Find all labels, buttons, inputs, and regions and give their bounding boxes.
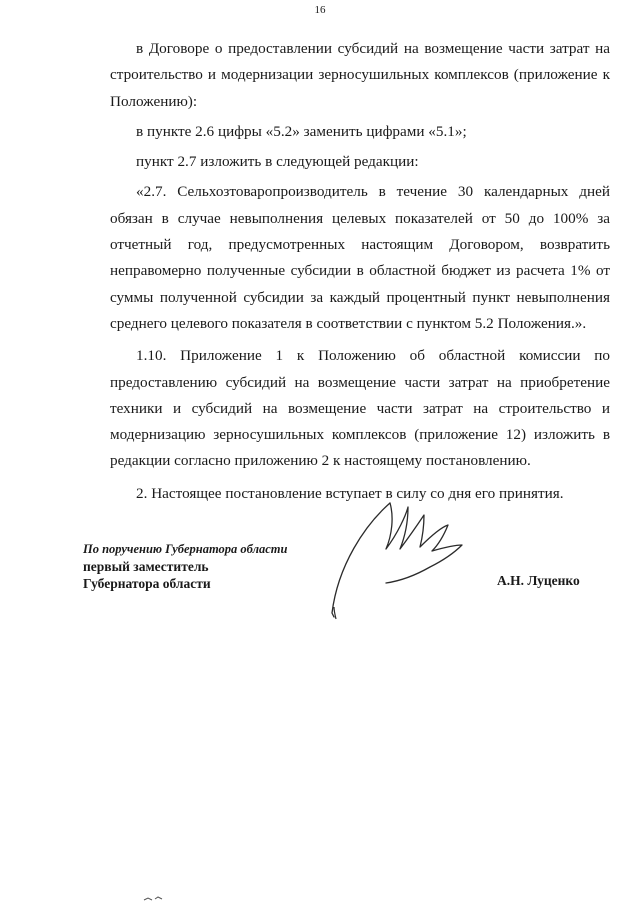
paragraph-contract-intro: в Договоре о предоставлении субсидий на возмещение части затрат на строительство и модернизации зерносушильных комплексов (приложение к Положению):: [110, 40, 610, 110]
signatory-title: [83, 541, 287, 592]
paragraph-clause-2-6: в пункте 2.6 цифры «5.2» заменить цифрами «5.1»;: [136, 122, 467, 140]
page-number: 16: [314, 4, 326, 16]
document-body: [110, 36, 610, 507]
signatory-line-governor: Губернатора области: [83, 576, 211, 591]
handwritten-signature: [320, 495, 480, 625]
signer-name: А.Н. Луценко: [497, 573, 580, 588]
scan-artifact-mark: [142, 894, 166, 902]
signatory-line-position: первый заместитель: [83, 559, 209, 574]
signatory-line-on-behalf: По поручению Губернатора области: [83, 542, 288, 556]
paragraph-item-1-10: 1.10. Приложение 1 к Положению об областной комиссии по предоставлению субсидий на возмещение части затрат на приобретение техники и субсидий на возмещение части затрат на строительство и модернизацию зерносушильных комплексов (приложение 12) изложить в редакции согласно приложению 2 к настоящему постановлению.: [110, 347, 610, 470]
paragraph-clause-2-7: «2.7. Сельхозтоваропроизводитель в течение 30 календарных дней обязан в случае невыполнения целевых показателей от 50 до 100% за отчетный год, предусмотренных настоящим Договором, возвратить неправомерно полученные субсидии в областной бюджет из расчета 1% от суммы полученной субсидии за каждый процентный пункт невыполнения среднего целевого показателя в соответствии с пунктом 5.2 Положения.».: [110, 183, 610, 332]
paragraph-item-2: 2. Настоящее постановление вступает в силу со дня его принятия.: [136, 484, 564, 502]
paragraph-clause-2-7-intro: пункт 2.7 изложить в следующей редакции:: [136, 153, 419, 171]
